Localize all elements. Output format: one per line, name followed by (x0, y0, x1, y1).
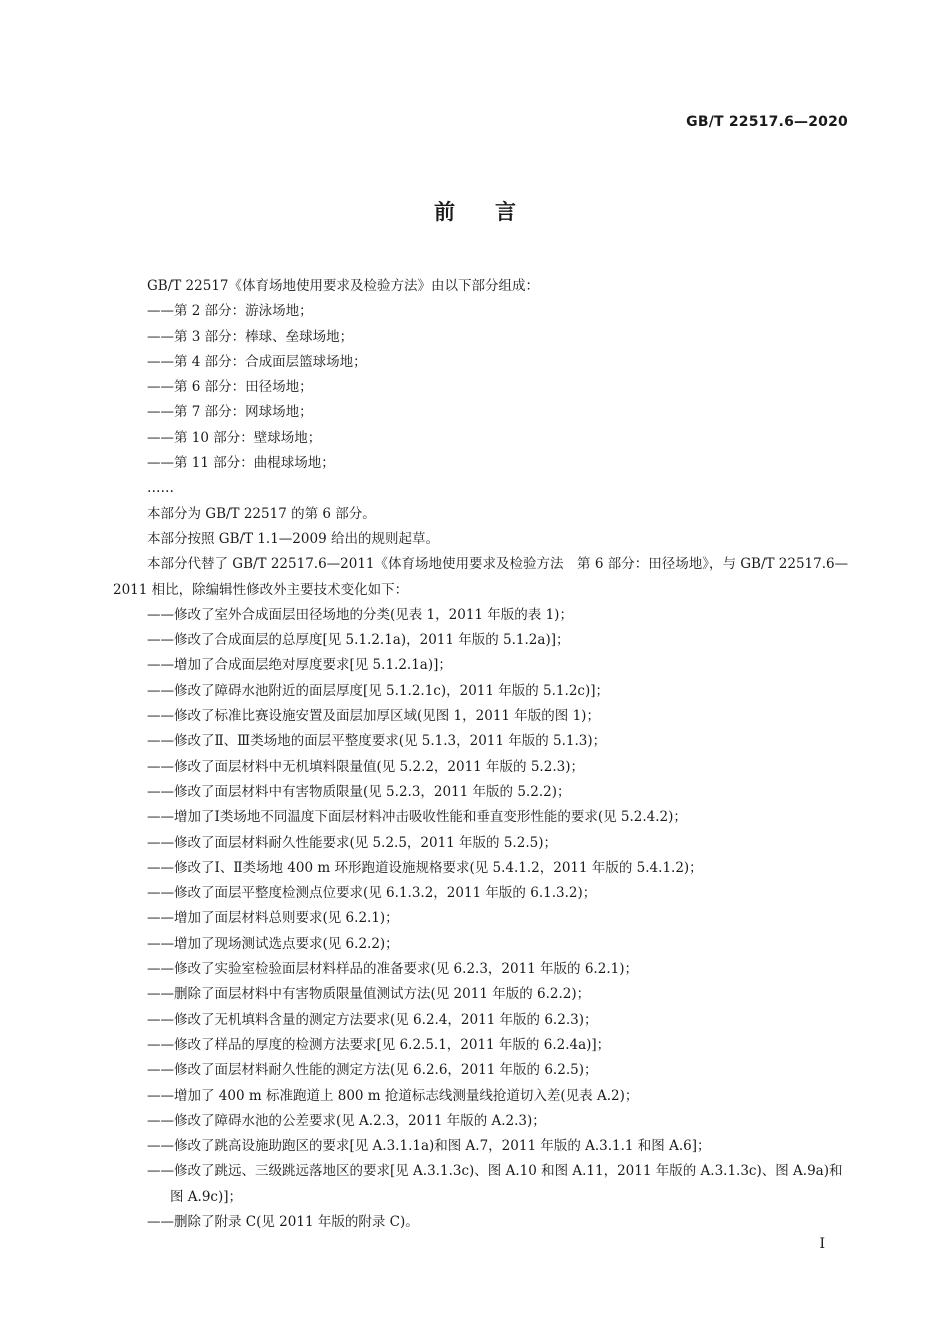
list-item: ——修改了无机填料含量的测定方法要求(见 6.2.4，2011 年版的 6.2.3)； (147, 1011, 598, 1028)
list-item: ——修改了面层材料中无机填料限量值(见 5.2.2，2011 年版的 5.2.3)； (147, 758, 584, 775)
list-item: ——第 10 部分：壁球场地； (147, 429, 322, 446)
list-item: ——第 6 部分：田径场地； (147, 379, 313, 396)
list-item: ——增加了Ⅰ类场地不同温度下面层材料冲击吸收性能和垂直变形性能的要求(见 5.2.4.2)； (147, 809, 687, 826)
list-item: ——增加了面层材料总则要求(见 6.2.1)； (147, 910, 399, 927)
list-item: ——修改了室外合成面层田径场地的分类(见表 1，2011 年版的表 1)； (147, 606, 573, 623)
statement-rule: 本部分按照 GB/T 1.1—2009 给出的规则起草。 (147, 530, 439, 547)
statement-replace: 本部分代替了 GB/T 22517.6—2011《体育场地使用要求及检验方法 第 6 部分：田径场地》，与 GB/T 22517.6—2011 相比，除编辑性修改外主要技术变化如下： (113, 556, 849, 598)
list-item: ——增加了 400 m 标准跑道上 800 m 抢道标志线测量线抢道切入差(见表 A.2)； (147, 1087, 639, 1104)
list-item: ——修改了面层材料中有害物质限量(见 5.2.3，2011 年版的 5.2.2)； (147, 783, 571, 800)
list-item: ——第 3 部分：棒球、垒球场地； (147, 328, 354, 345)
foreword-body (113, 274, 853, 1235)
list-item: ——修改了跳高设施助跑区的要求[见 A.3.1.1a)和图 A.7，2011 年版的 A.3.1.1 和图 A.6]； (147, 1138, 711, 1155)
list-item: ——修改了标准比赛设施安置及面层加厚区域(见图 1，2011 年版的图 1)； (147, 708, 600, 725)
list-item: ——修改了面层材料耐久性能要求(见 5.2.5，2011 年版的 5.2.5)； (147, 834, 557, 851)
list-item: ——修改了Ⅱ、Ⅲ类场地的面层平整度要求(见 5.1.3，2011 年版的 5.1.3)； (147, 733, 607, 750)
ellipsis: …… (147, 480, 174, 497)
page-title: 前言 (434, 200, 556, 224)
list-item: ——修改了Ⅰ、Ⅱ类场地 400 m 环形跑道设施规格要求(见 5.4.1.2，2011 年版的 5.4.1.2)； (147, 859, 703, 876)
list-item: ——第 4 部分：合成面层篮球场地； (147, 353, 367, 370)
list-item: ——修改了合成面层的总厚度[见 5.1.2.1a)，2011 年版的 5.1.2a)]； (147, 632, 570, 649)
list-item: ——第 2 部分：游泳场地； (147, 303, 313, 320)
list-item: ——增加了合成面层绝对厚度要求[见 5.1.2.1a)]； (147, 657, 452, 674)
list-item: ——修改了面层材料耐久性能的测定方法(见 6.2.6，2011 年版的 6.2.5)； (147, 1062, 598, 1079)
list-item: ——修改了障碍水池的公差要求(见 A.2.3，2011 年版的 A.2.3)； (147, 1112, 546, 1129)
standard-code: GB/T 22517.6—2020 (686, 114, 848, 130)
list-item: ——修改了实验室检验面层材料样品的准备要求(见 6.2.3，2011 年版的 6.2.1)； (147, 961, 638, 978)
list-item: ——修改了障碍水池附近的面层厚度[见 5.1.2.1c)，2011 年版的 5.1.2c)]； (147, 682, 609, 699)
page-number: Ⅰ (819, 1236, 825, 1252)
intro-paragraph: GB/T 22517《体育场地使用要求及检验方法》由以下部分组成： (147, 278, 539, 294)
list-item: ——修改了面层平整度检测点位要求(见 6.1.3.2，2011 年版的 6.1.3.2)； (147, 885, 597, 902)
list-item: ——第 7 部分：网球场地； (147, 404, 313, 421)
list-item: ——删除了附录 C(见 2011 年版的附录 C)。 (147, 1213, 419, 1230)
list-item: ——修改了样品的厚度的检测方法要求[见 6.2.5.1，2011 年版的 6.2.4a)]； (147, 1036, 611, 1053)
list-item: ——删除了面层材料中有害物质限量值测试方法(见 2011 年版的 6.2.2)； (147, 986, 591, 1003)
statement-part: 本部分为 GB/T 22517 的第 6 部分。 (147, 505, 376, 522)
list-item: ——第 11 部分：曲棍球场地； (147, 455, 335, 472)
parts-list (113, 299, 853, 476)
changes-list (113, 603, 853, 1235)
list-item: ——增加了现场测试选点要求(见 6.2.2)； (147, 935, 399, 952)
list-item: ——修改了跳远、三级跳远落地区的要求[见 A.3.1.3c)、图 A.10 和图 A.11，2011 年版的 A.3.1.3c)、图 A.9a)和图 A.9c)]； (147, 1163, 843, 1205)
